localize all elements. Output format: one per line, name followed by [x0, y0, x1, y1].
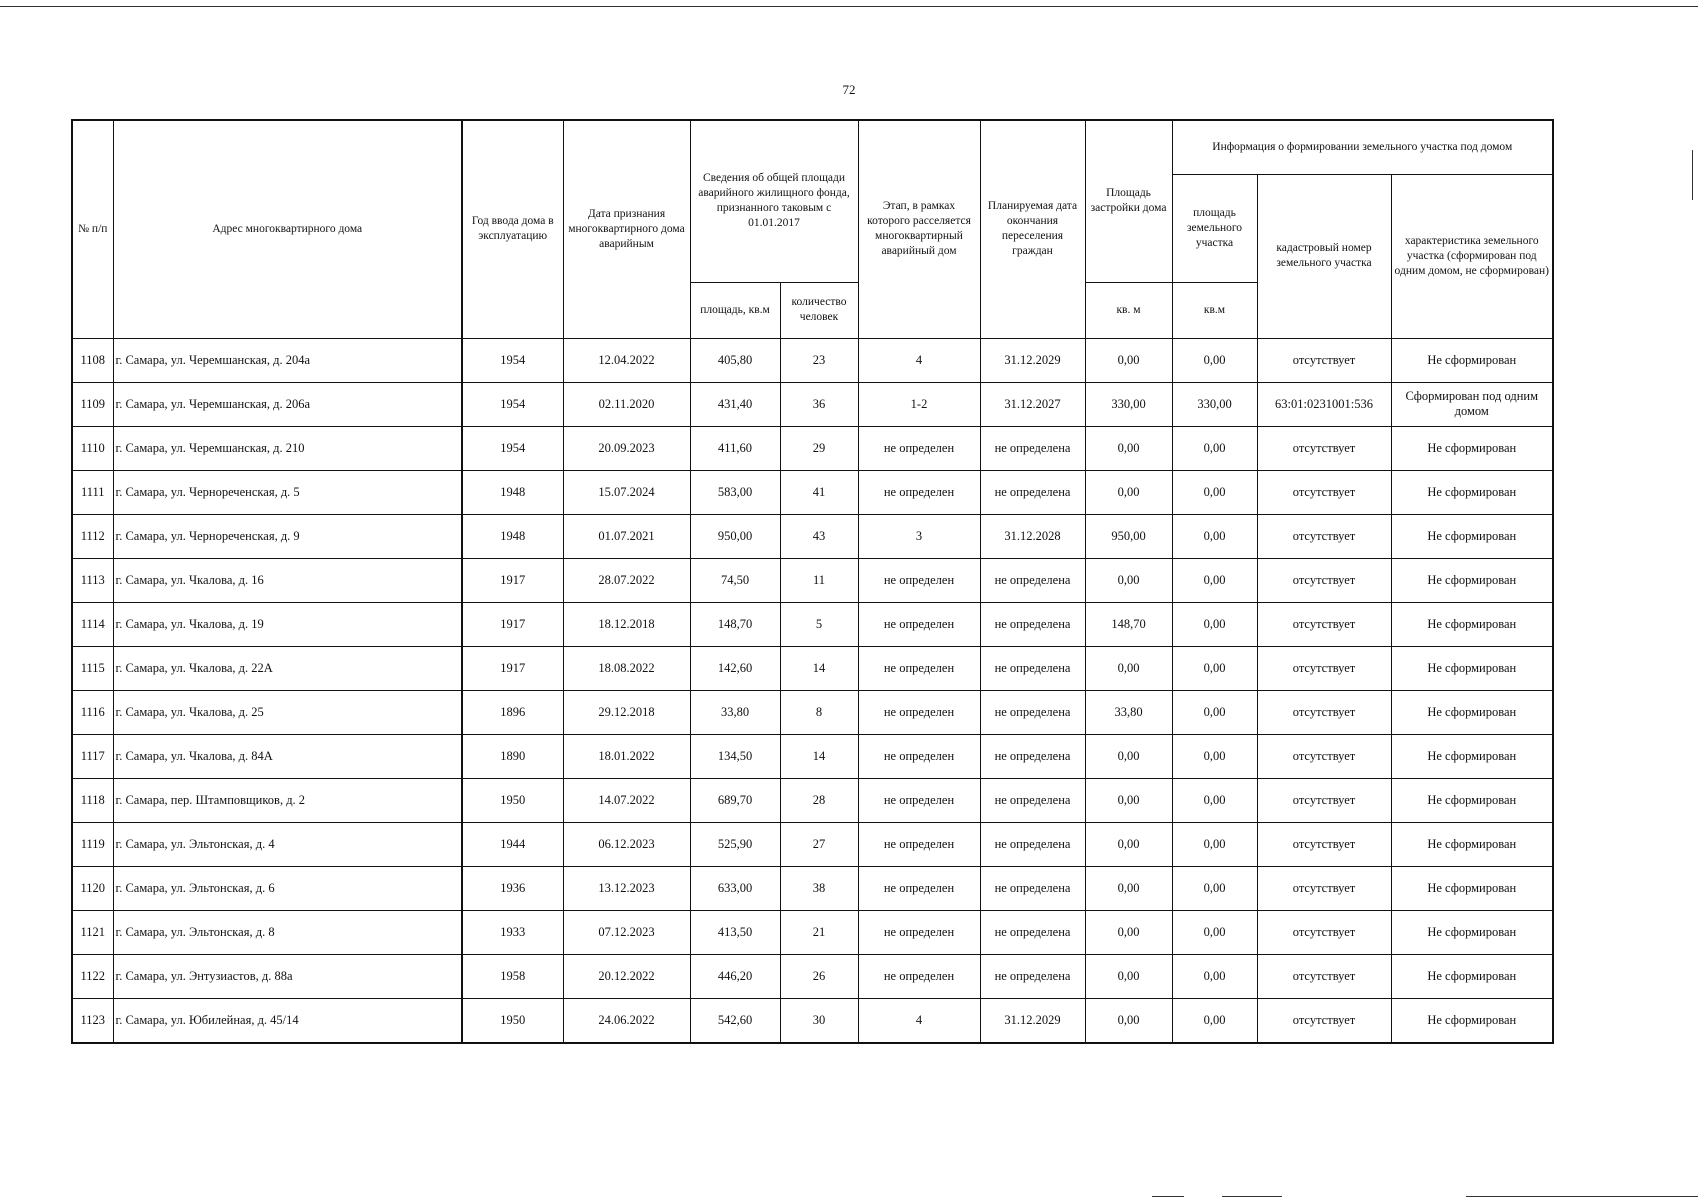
cell-address: г. Самара, ул. Чкалова, д. 16 — [113, 558, 462, 602]
table-row — [72, 866, 1553, 910]
cell-people: 38 — [780, 866, 858, 910]
cell-cadastral: отсутствует — [1257, 734, 1391, 778]
table-row — [72, 734, 1553, 778]
cell-people: 26 — [780, 954, 858, 998]
cell-people: 14 — [780, 646, 858, 690]
cell-year: 1948 — [462, 470, 563, 514]
cell-people: 41 — [780, 470, 858, 514]
cell-cadastral: отсутствует — [1257, 998, 1391, 1043]
cell-num: 1114 — [72, 602, 113, 646]
cell-year: 1917 — [462, 602, 563, 646]
cell-land-status: Не сформирован — [1391, 778, 1553, 822]
cell-area: 950,00 — [690, 514, 780, 558]
table-row — [72, 822, 1553, 866]
cell-num: 1112 — [72, 514, 113, 558]
cell-people: 5 — [780, 602, 858, 646]
cell-build-area: 0,00 — [1085, 646, 1172, 690]
header-unit-land: кв.м — [1172, 282, 1257, 338]
scan-mark-bottom — [1466, 1196, 1698, 1197]
cell-num: 1110 — [72, 426, 113, 470]
cell-num: 1119 — [72, 822, 113, 866]
cell-year: 1917 — [462, 558, 563, 602]
cell-land-area: 0,00 — [1172, 734, 1257, 778]
scan-border-right — [1692, 150, 1693, 200]
cell-stage: 4 — [858, 338, 980, 382]
cell-planned-date: 31.12.2028 — [980, 514, 1085, 558]
cell-build-area: 0,00 — [1085, 910, 1172, 954]
cell-cadastral: отсутствует — [1257, 602, 1391, 646]
cell-planned-date: не определена — [980, 602, 1085, 646]
cell-land-area: 0,00 — [1172, 426, 1257, 470]
cell-address: г. Самара, ул. Чкалова, д. 22А — [113, 646, 462, 690]
cell-people: 8 — [780, 690, 858, 734]
cell-address: г. Самара, ул. Эльтонская, д. 4 — [113, 822, 462, 866]
cell-num: 1120 — [72, 866, 113, 910]
cell-date-recognized: 28.07.2022 — [563, 558, 690, 602]
table-row — [72, 338, 1553, 382]
table-row — [72, 602, 1553, 646]
cell-land-status: Не сформирован — [1391, 998, 1553, 1043]
cell-address: г. Самара, ул. Эльтонская, д. 8 — [113, 910, 462, 954]
cell-land-area: 0,00 — [1172, 514, 1257, 558]
cell-area: 542,60 — [690, 998, 780, 1043]
cell-land-area: 0,00 — [1172, 998, 1257, 1043]
cell-cadastral: отсутствует — [1257, 910, 1391, 954]
cell-address: г. Самара, ул. Черемшанская, д. 210 — [113, 426, 462, 470]
cell-date-recognized: 18.01.2022 — [563, 734, 690, 778]
cell-land-area: 0,00 — [1172, 778, 1257, 822]
cell-date-recognized: 13.12.2023 — [563, 866, 690, 910]
cell-cadastral: отсутствует — [1257, 690, 1391, 734]
cell-build-area: 0,00 — [1085, 470, 1172, 514]
cell-area: 689,70 — [690, 778, 780, 822]
cell-build-area: 148,70 — [1085, 602, 1172, 646]
cell-date-recognized: 12.04.2022 — [563, 338, 690, 382]
cell-planned-date: не определена — [980, 778, 1085, 822]
cell-address: г. Самара, ул. Чкалова, д. 19 — [113, 602, 462, 646]
cell-stage: не определен — [858, 426, 980, 470]
cell-area: 583,00 — [690, 470, 780, 514]
cell-date-recognized: 06.12.2023 — [563, 822, 690, 866]
cell-year: 1933 — [462, 910, 563, 954]
cell-stage: 3 — [858, 514, 980, 558]
cell-stage: не определен — [858, 734, 980, 778]
cell-planned-date: не определена — [980, 426, 1085, 470]
cell-num: 1111 — [72, 470, 113, 514]
cell-area: 413,50 — [690, 910, 780, 954]
table-row — [72, 514, 1553, 558]
cell-num: 1113 — [72, 558, 113, 602]
cell-cadastral: отсутствует — [1257, 646, 1391, 690]
cell-land-area: 0,00 — [1172, 866, 1257, 910]
header-cadastral: кадастровый номер земельного участка — [1257, 174, 1391, 338]
cell-land-status: Не сформирован — [1391, 514, 1553, 558]
cell-area: 74,50 — [690, 558, 780, 602]
header-address: Адрес многоквартирного дома — [113, 120, 462, 338]
cell-area: 134,50 — [690, 734, 780, 778]
cell-land-status: Не сформирован — [1391, 602, 1553, 646]
cell-stage: не определен — [858, 866, 980, 910]
cell-num: 1121 — [72, 910, 113, 954]
header-unit-build: кв. м — [1085, 282, 1172, 338]
cell-land-status: Не сформирован — [1391, 470, 1553, 514]
cell-land-status: Не сформирован — [1391, 338, 1553, 382]
cell-planned-date: не определена — [980, 734, 1085, 778]
cell-cadastral: отсутствует — [1257, 514, 1391, 558]
cell-planned-date: не определена — [980, 558, 1085, 602]
cell-date-recognized: 15.07.2024 — [563, 470, 690, 514]
cell-date-recognized: 24.06.2022 — [563, 998, 690, 1043]
cell-date-recognized: 01.07.2021 — [563, 514, 690, 558]
header-land-status: характеристика земельного участка (сформирован под одним домом, не сформирован) — [1391, 174, 1553, 338]
cell-stage: 1-2 — [858, 382, 980, 426]
cell-cadastral: отсутствует — [1257, 558, 1391, 602]
cell-date-recognized: 07.12.2023 — [563, 910, 690, 954]
cell-land-status: Не сформирован — [1391, 690, 1553, 734]
cell-planned-date: не определена — [980, 954, 1085, 998]
cell-build-area: 330,00 — [1085, 382, 1172, 426]
cell-land-status: Не сформирован — [1391, 866, 1553, 910]
cell-land-area: 0,00 — [1172, 470, 1257, 514]
cell-address: г. Самара, ул. Черемшанская, д. 206а — [113, 382, 462, 426]
cell-year: 1958 — [462, 954, 563, 998]
cell-address: г. Самара, ул. Чернореченская, д. 5 — [113, 470, 462, 514]
cell-address: г. Самара, ул. Чкалова, д. 25 — [113, 690, 462, 734]
cell-date-recognized: 14.07.2022 — [563, 778, 690, 822]
cell-cadastral: отсутствует — [1257, 954, 1391, 998]
cell-stage: не определен — [858, 778, 980, 822]
cell-people: 29 — [780, 426, 858, 470]
cell-year: 1954 — [462, 338, 563, 382]
cell-num: 1123 — [72, 998, 113, 1043]
table-header — [72, 120, 1553, 338]
cell-num: 1108 — [72, 338, 113, 382]
cell-build-area: 33,80 — [1085, 690, 1172, 734]
cell-people: 28 — [780, 778, 858, 822]
table-row — [72, 558, 1553, 602]
table-row — [72, 426, 1553, 470]
cell-year: 1948 — [462, 514, 563, 558]
cell-cadastral: отсутствует — [1257, 822, 1391, 866]
table-row — [72, 646, 1553, 690]
cell-land-area: 0,00 — [1172, 954, 1257, 998]
table-row — [72, 382, 1553, 426]
cell-year: 1954 — [462, 426, 563, 470]
cell-planned-date: не определена — [980, 866, 1085, 910]
cell-planned-date: 31.12.2029 — [980, 998, 1085, 1043]
cell-year: 1896 — [462, 690, 563, 734]
cell-stage: не определен — [858, 470, 980, 514]
header-date-recognized: Дата признания многоквартирного дома аварийным — [563, 120, 690, 338]
cell-planned-date: 31.12.2029 — [980, 338, 1085, 382]
cell-year: 1954 — [462, 382, 563, 426]
cell-land-area: 330,00 — [1172, 382, 1257, 426]
cell-stage: не определен — [858, 822, 980, 866]
cell-land-area: 0,00 — [1172, 822, 1257, 866]
cell-area: 405,80 — [690, 338, 780, 382]
cell-build-area: 0,00 — [1085, 954, 1172, 998]
cell-num: 1117 — [72, 734, 113, 778]
cell-num: 1109 — [72, 382, 113, 426]
header-planned-date: Планируемая дата окончания переселения граждан — [980, 120, 1085, 338]
cell-address: г. Самара, ул. Юбилейная, д. 45/14 — [113, 998, 462, 1043]
cell-date-recognized: 18.08.2022 — [563, 646, 690, 690]
cell-people: 27 — [780, 822, 858, 866]
cell-people: 30 — [780, 998, 858, 1043]
cell-land-area: 0,00 — [1172, 910, 1257, 954]
cell-people: 36 — [780, 382, 858, 426]
cell-build-area: 0,00 — [1085, 734, 1172, 778]
header-people: количество человек — [780, 282, 858, 338]
header-stage: Этап, в рамках которого расселяется многоквартирный аварийный дом — [858, 120, 980, 338]
cell-num: 1116 — [72, 690, 113, 734]
cell-planned-date: не определена — [980, 822, 1085, 866]
emergency-housing-table — [71, 119, 1554, 1044]
cell-stage: не определен — [858, 910, 980, 954]
cell-cadastral: 63:01:0231001:536 — [1257, 382, 1391, 426]
cell-address: г. Самара, пер. Штамповщиков, д. 2 — [113, 778, 462, 822]
cell-land-status: Сформирован под одним домом — [1391, 382, 1553, 426]
table-body — [72, 338, 1553, 1043]
cell-area: 148,70 — [690, 602, 780, 646]
cell-build-area: 950,00 — [1085, 514, 1172, 558]
cell-land-area: 0,00 — [1172, 338, 1257, 382]
cell-num: 1118 — [72, 778, 113, 822]
cell-land-status: Не сформирован — [1391, 734, 1553, 778]
header-build-area: Площадь застройки дома — [1085, 120, 1172, 282]
cell-cadastral: отсутствует — [1257, 866, 1391, 910]
cell-date-recognized: 20.09.2023 — [563, 426, 690, 470]
cell-build-area: 0,00 — [1085, 998, 1172, 1043]
cell-land-status: Не сформирован — [1391, 558, 1553, 602]
cell-address: г. Самара, ул. Чкалова, д. 84А — [113, 734, 462, 778]
cell-address: г. Самара, ул. Эльтонская, д. 6 — [113, 866, 462, 910]
cell-planned-date: не определена — [980, 690, 1085, 734]
cell-build-area: 0,00 — [1085, 778, 1172, 822]
cell-area: 431,40 — [690, 382, 780, 426]
header-year: Год ввода дома в эксплуатацию — [462, 120, 563, 338]
cell-stage: не определен — [858, 558, 980, 602]
cell-stage: 4 — [858, 998, 980, 1043]
cell-planned-date: не определена — [980, 910, 1085, 954]
header-area: площадь, кв.м — [690, 282, 780, 338]
cell-date-recognized: 02.11.2020 — [563, 382, 690, 426]
cell-land-status: Не сформирован — [1391, 646, 1553, 690]
cell-build-area: 0,00 — [1085, 558, 1172, 602]
cell-land-area: 0,00 — [1172, 690, 1257, 734]
cell-address: г. Самара, ул. Энтузиастов, д. 88а — [113, 954, 462, 998]
cell-land-area: 0,00 — [1172, 646, 1257, 690]
scan-mark-bottom — [1152, 1196, 1184, 1197]
cell-build-area: 0,00 — [1085, 338, 1172, 382]
header-land-group: Информация о формировании земельного участка под домом — [1172, 120, 1553, 174]
cell-land-area: 0,00 — [1172, 602, 1257, 646]
cell-area: 633,00 — [690, 866, 780, 910]
cell-area: 142,60 — [690, 646, 780, 690]
cell-build-area: 0,00 — [1085, 822, 1172, 866]
cell-land-area: 0,00 — [1172, 558, 1257, 602]
table-row — [72, 778, 1553, 822]
cell-cadastral: отсутствует — [1257, 778, 1391, 822]
cell-land-status: Не сформирован — [1391, 910, 1553, 954]
cell-address: г. Самара, ул. Черемшанская, д. 204а — [113, 338, 462, 382]
cell-date-recognized: 20.12.2022 — [563, 954, 690, 998]
cell-people: 43 — [780, 514, 858, 558]
cell-year: 1917 — [462, 646, 563, 690]
header-area-group: Сведения об общей площади аварийного жилищного фонда, признанного таковым с 01.01.2017 — [690, 120, 858, 282]
cell-year: 1950 — [462, 998, 563, 1043]
table-row — [72, 910, 1553, 954]
cell-year: 1944 — [462, 822, 563, 866]
cell-num: 1115 — [72, 646, 113, 690]
cell-cadastral: отсутствует — [1257, 470, 1391, 514]
scan-mark-bottom — [1222, 1196, 1282, 1197]
table-row — [72, 470, 1553, 514]
cell-date-recognized: 29.12.2018 — [563, 690, 690, 734]
cell-stage: не определен — [858, 646, 980, 690]
table-row — [72, 690, 1553, 734]
cell-num: 1122 — [72, 954, 113, 998]
table-row — [72, 998, 1553, 1043]
cell-year: 1950 — [462, 778, 563, 822]
cell-cadastral: отсутствует — [1257, 338, 1391, 382]
cell-land-status: Не сформирован — [1391, 954, 1553, 998]
cell-land-status: Не сформирован — [1391, 822, 1553, 866]
cell-stage: не определен — [858, 954, 980, 998]
cell-stage: не определен — [858, 602, 980, 646]
header-land-area: площадь земельного участка — [1172, 174, 1257, 282]
cell-land-status: Не сформирован — [1391, 426, 1553, 470]
cell-cadastral: отсутствует — [1257, 426, 1391, 470]
scan-border-top — [0, 6, 1698, 7]
table-row — [72, 954, 1553, 998]
cell-area: 525,90 — [690, 822, 780, 866]
page-number: 72 — [842, 82, 856, 97]
cell-date-recognized: 18.12.2018 — [563, 602, 690, 646]
cell-people: 23 — [780, 338, 858, 382]
cell-planned-date: не определена — [980, 470, 1085, 514]
cell-area: 411,60 — [690, 426, 780, 470]
cell-area: 446,20 — [690, 954, 780, 998]
cell-planned-date: 31.12.2027 — [980, 382, 1085, 426]
cell-planned-date: не определена — [980, 646, 1085, 690]
cell-build-area: 0,00 — [1085, 426, 1172, 470]
cell-area: 33,80 — [690, 690, 780, 734]
header-num: № п/п — [72, 120, 113, 338]
cell-people: 21 — [780, 910, 858, 954]
cell-year: 1936 — [462, 866, 563, 910]
cell-address: г. Самара, ул. Чернореченская, д. 9 — [113, 514, 462, 558]
cell-people: 11 — [780, 558, 858, 602]
cell-build-area: 0,00 — [1085, 866, 1172, 910]
cell-people: 14 — [780, 734, 858, 778]
cell-stage: не определен — [858, 690, 980, 734]
cell-year: 1890 — [462, 734, 563, 778]
